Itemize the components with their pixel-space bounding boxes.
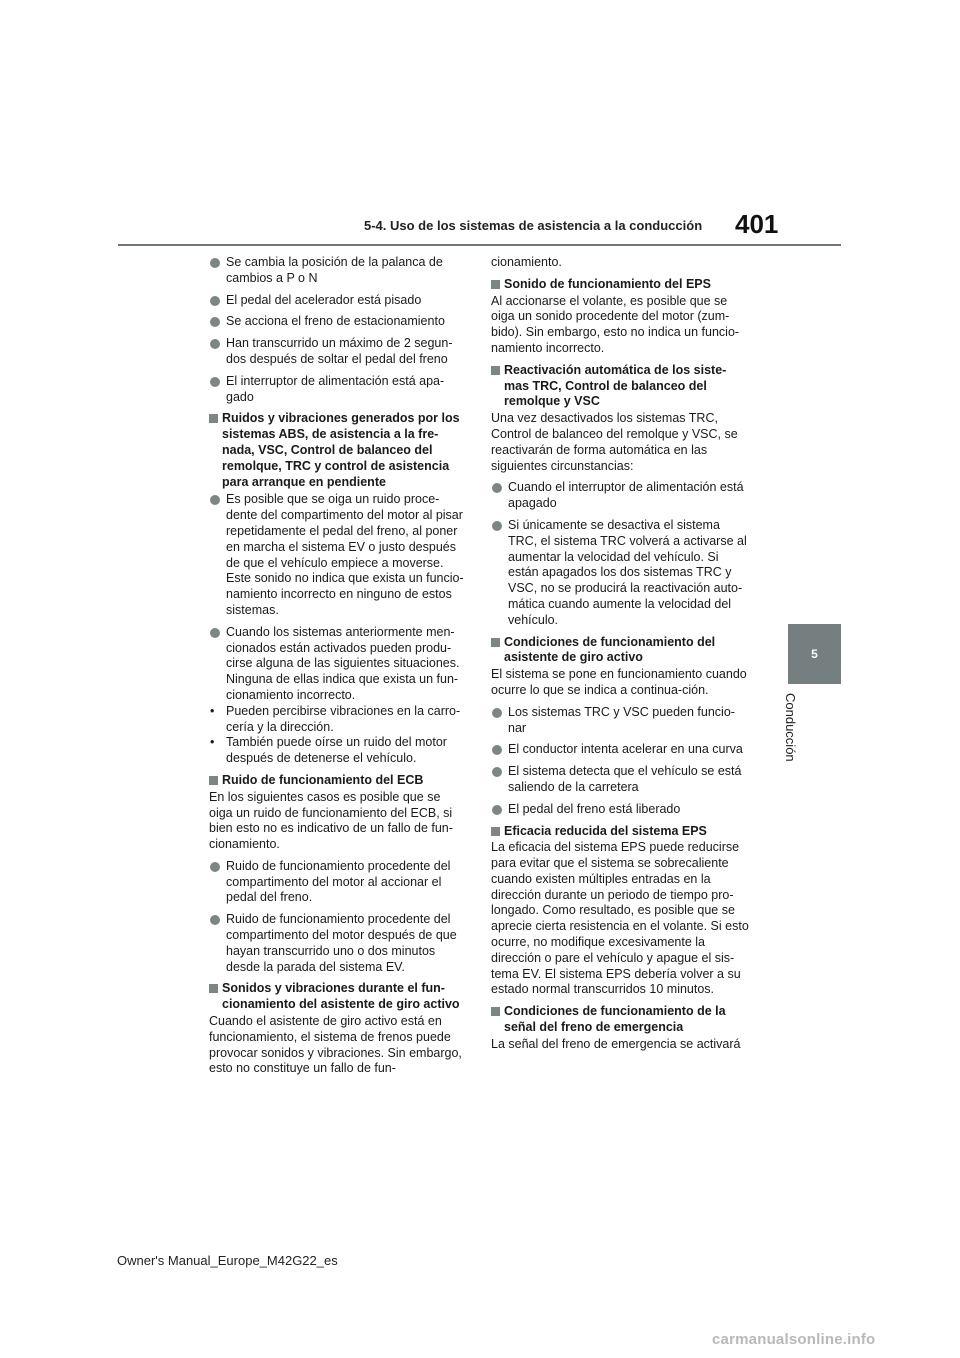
list-item: Han transcurrido un máximo de 2 segun-dos después de soltar el pedal del freno [209, 336, 467, 368]
bullet-icon [210, 862, 220, 872]
section-heading: Reactivación automática de los siste-mas TRC, Control de balanceo del remolque y VSC [491, 363, 749, 410]
paragraph: cionamiento. [491, 255, 562, 269]
square-marker-icon [491, 366, 500, 375]
section-heading: Ruidos y vibraciones generados por los sistemas ABS, de asistencia a la fre-nada, VSC, Control de balanceo del remolque, TRC y control de asistencia para arranque en pendiente [209, 411, 467, 490]
bullet-icon [492, 483, 502, 493]
watermark: carmanualsonline.info [712, 1331, 876, 1348]
sub-list-item: • También puede oírse un ruido del motor después de detenerse el vehículo. [210, 735, 447, 766]
section-heading: Condiciones de funcionamiento del asistente de giro activo [491, 635, 749, 667]
list-item: Si únicamente se desactiva el sistema TRC, el sistema TRC volverá a activarse al aumentar la velocidad del vehículo. Si están apagados los dos sistemas TRC y VSC, no se producirá la reactivación auto-mática cuando aumente la velocidad del vehículo. [491, 518, 749, 629]
section-heading: Condiciones de funcionamiento de la señal del freno de emergencia [491, 1004, 749, 1036]
list-item: El conductor intenta acelerar en una curva [491, 742, 749, 758]
list-item: El pedal del acelerador está pisado [209, 293, 467, 309]
chapter-tab [788, 624, 841, 684]
square-marker-icon [491, 827, 500, 836]
list-item: Se cambia la posición de la palanca de cambios a P o N [209, 255, 467, 287]
list-item: Los sistemas TRC y VSC pueden funcio-nar [491, 705, 749, 737]
section-heading: Ruido de funcionamiento del ECB [209, 773, 467, 789]
paragraph: Cuando el asistente de giro activo está en funcionamiento, el sistema de frenos puede provocar sonidos y vibraciones. Sin embargo, esto no constituye un fallo de fun- [209, 1014, 462, 1076]
list-item: Cuando el interruptor de alimentación está apagado [491, 480, 749, 512]
list-item: Es posible que se oiga un ruido proce-dente del compartimento del motor al pisar repetidamente el pedal del freno, al poner en marcha el sistema EV o justo después de que el vehículo empiece a moverse. Este sonido no indica que exista un funcio-namiento incorrecto en ninguno de estos sistemas. [209, 492, 467, 618]
bullet-icon [492, 521, 502, 531]
list-item: Ruido de funcionamiento procedente del compartimento del motor al accionar el pedal del freno. [209, 859, 467, 906]
chapter-name: Conducción [783, 693, 798, 762]
left-column [209, 255, 467, 1083]
bullet-icon [492, 805, 502, 815]
bullet-icon [492, 708, 502, 718]
square-marker-icon [491, 280, 500, 289]
bullet-icon [210, 377, 220, 387]
bullet-icon [210, 495, 220, 505]
section-heading: Sonido de funcionamiento del EPS [491, 277, 749, 293]
bullet-icon [210, 317, 220, 327]
chapter-name-vertical [760, 693, 820, 773]
paragraph: La eficacia del sistema EPS puede reducirse para evitar que el sistema se sobrecaliente cuando existen múltiples entradas en la dirección durante un periodo de tiempo pro-longado. Como resultado, es posible que se aprecie cierta resistencia en el volante. Si esto ocurre, no modifique excesivamente la dirección o pare el vehículo y apague el sis-tema EV. El sistema EPS debería volver a su estado normal transcurridos 10 minutos. [491, 840, 749, 997]
bullet-icon [492, 745, 502, 755]
sub-list-item: • Pueden percibirse vibraciones en la carro-cería y la dirección. [210, 703, 461, 734]
section-heading: Eficacia reducida del sistema EPS [491, 824, 749, 840]
list-item: Ruido de funcionamiento procedente del compartimento del motor después de que hayan transcurrido uno o dos minutos desde la parada del sistema EV. [209, 912, 467, 975]
section-title: 5-4. Uso de los sistemas de asistencia a la conducción [364, 218, 703, 233]
bullet-icon [210, 915, 220, 925]
chapter-number: 5 [811, 647, 818, 661]
list-item: El pedal del freno está liberado [491, 802, 749, 818]
right-column [491, 255, 749, 1059]
bullet-icon [210, 628, 220, 638]
footer-manual-id: Owner's Manual_Europe_M42G22_es [117, 1253, 338, 1268]
bullet-icon [210, 339, 220, 349]
paragraph: Una vez desactivados los sistemas TRC, Control de balanceo del remolque y VSC, se reactivarán de forma automática en las siguientes circunstancias: [491, 411, 738, 473]
square-marker-icon [209, 414, 218, 423]
section-heading: Sonidos y vibraciones durante el fun-cionamiento del asistente de giro activo [209, 981, 467, 1013]
square-marker-icon [491, 638, 500, 647]
header-divider [118, 244, 841, 246]
list-item: Cuando los sistemas anteriormente men-cionados están activados pueden produ-cirse alguna de las siguientes situaciones. Ninguna de ellas indica que exista un fun-cionamiento incorrecto. [209, 625, 467, 704]
list-item: Se acciona el freno de estacionamiento [209, 314, 467, 330]
paragraph: La señal del freno de emergencia se activará [491, 1036, 741, 1051]
bullet-icon [210, 258, 220, 268]
bullet-icon [492, 767, 502, 777]
paragraph: El sistema se pone en funcionamiento cuando ocurre lo que se indica a continua-ción. [491, 667, 747, 697]
list-item: El interruptor de alimentación está apa-gado [209, 374, 467, 406]
list-item: El sistema detecta que el vehículo se está saliendo de la carretera [491, 764, 749, 796]
bullet-icon [210, 296, 220, 306]
paragraph: Al accionarse el volante, es posible que se oiga un sonido procedente del motor (zum-bido). Sin embargo, esto no indica un funcio-namiento incorrecto. [491, 293, 740, 355]
square-marker-icon [209, 776, 218, 785]
square-marker-icon [209, 984, 218, 993]
page-number: 401 [735, 209, 779, 239]
square-marker-icon [491, 1007, 500, 1016]
paragraph: En los siguientes casos es posible que se oiga un ruido de funcionamiento del ECB, si bien esto no es indicativo de un fallo de fun-cionamiento. [209, 789, 453, 852]
